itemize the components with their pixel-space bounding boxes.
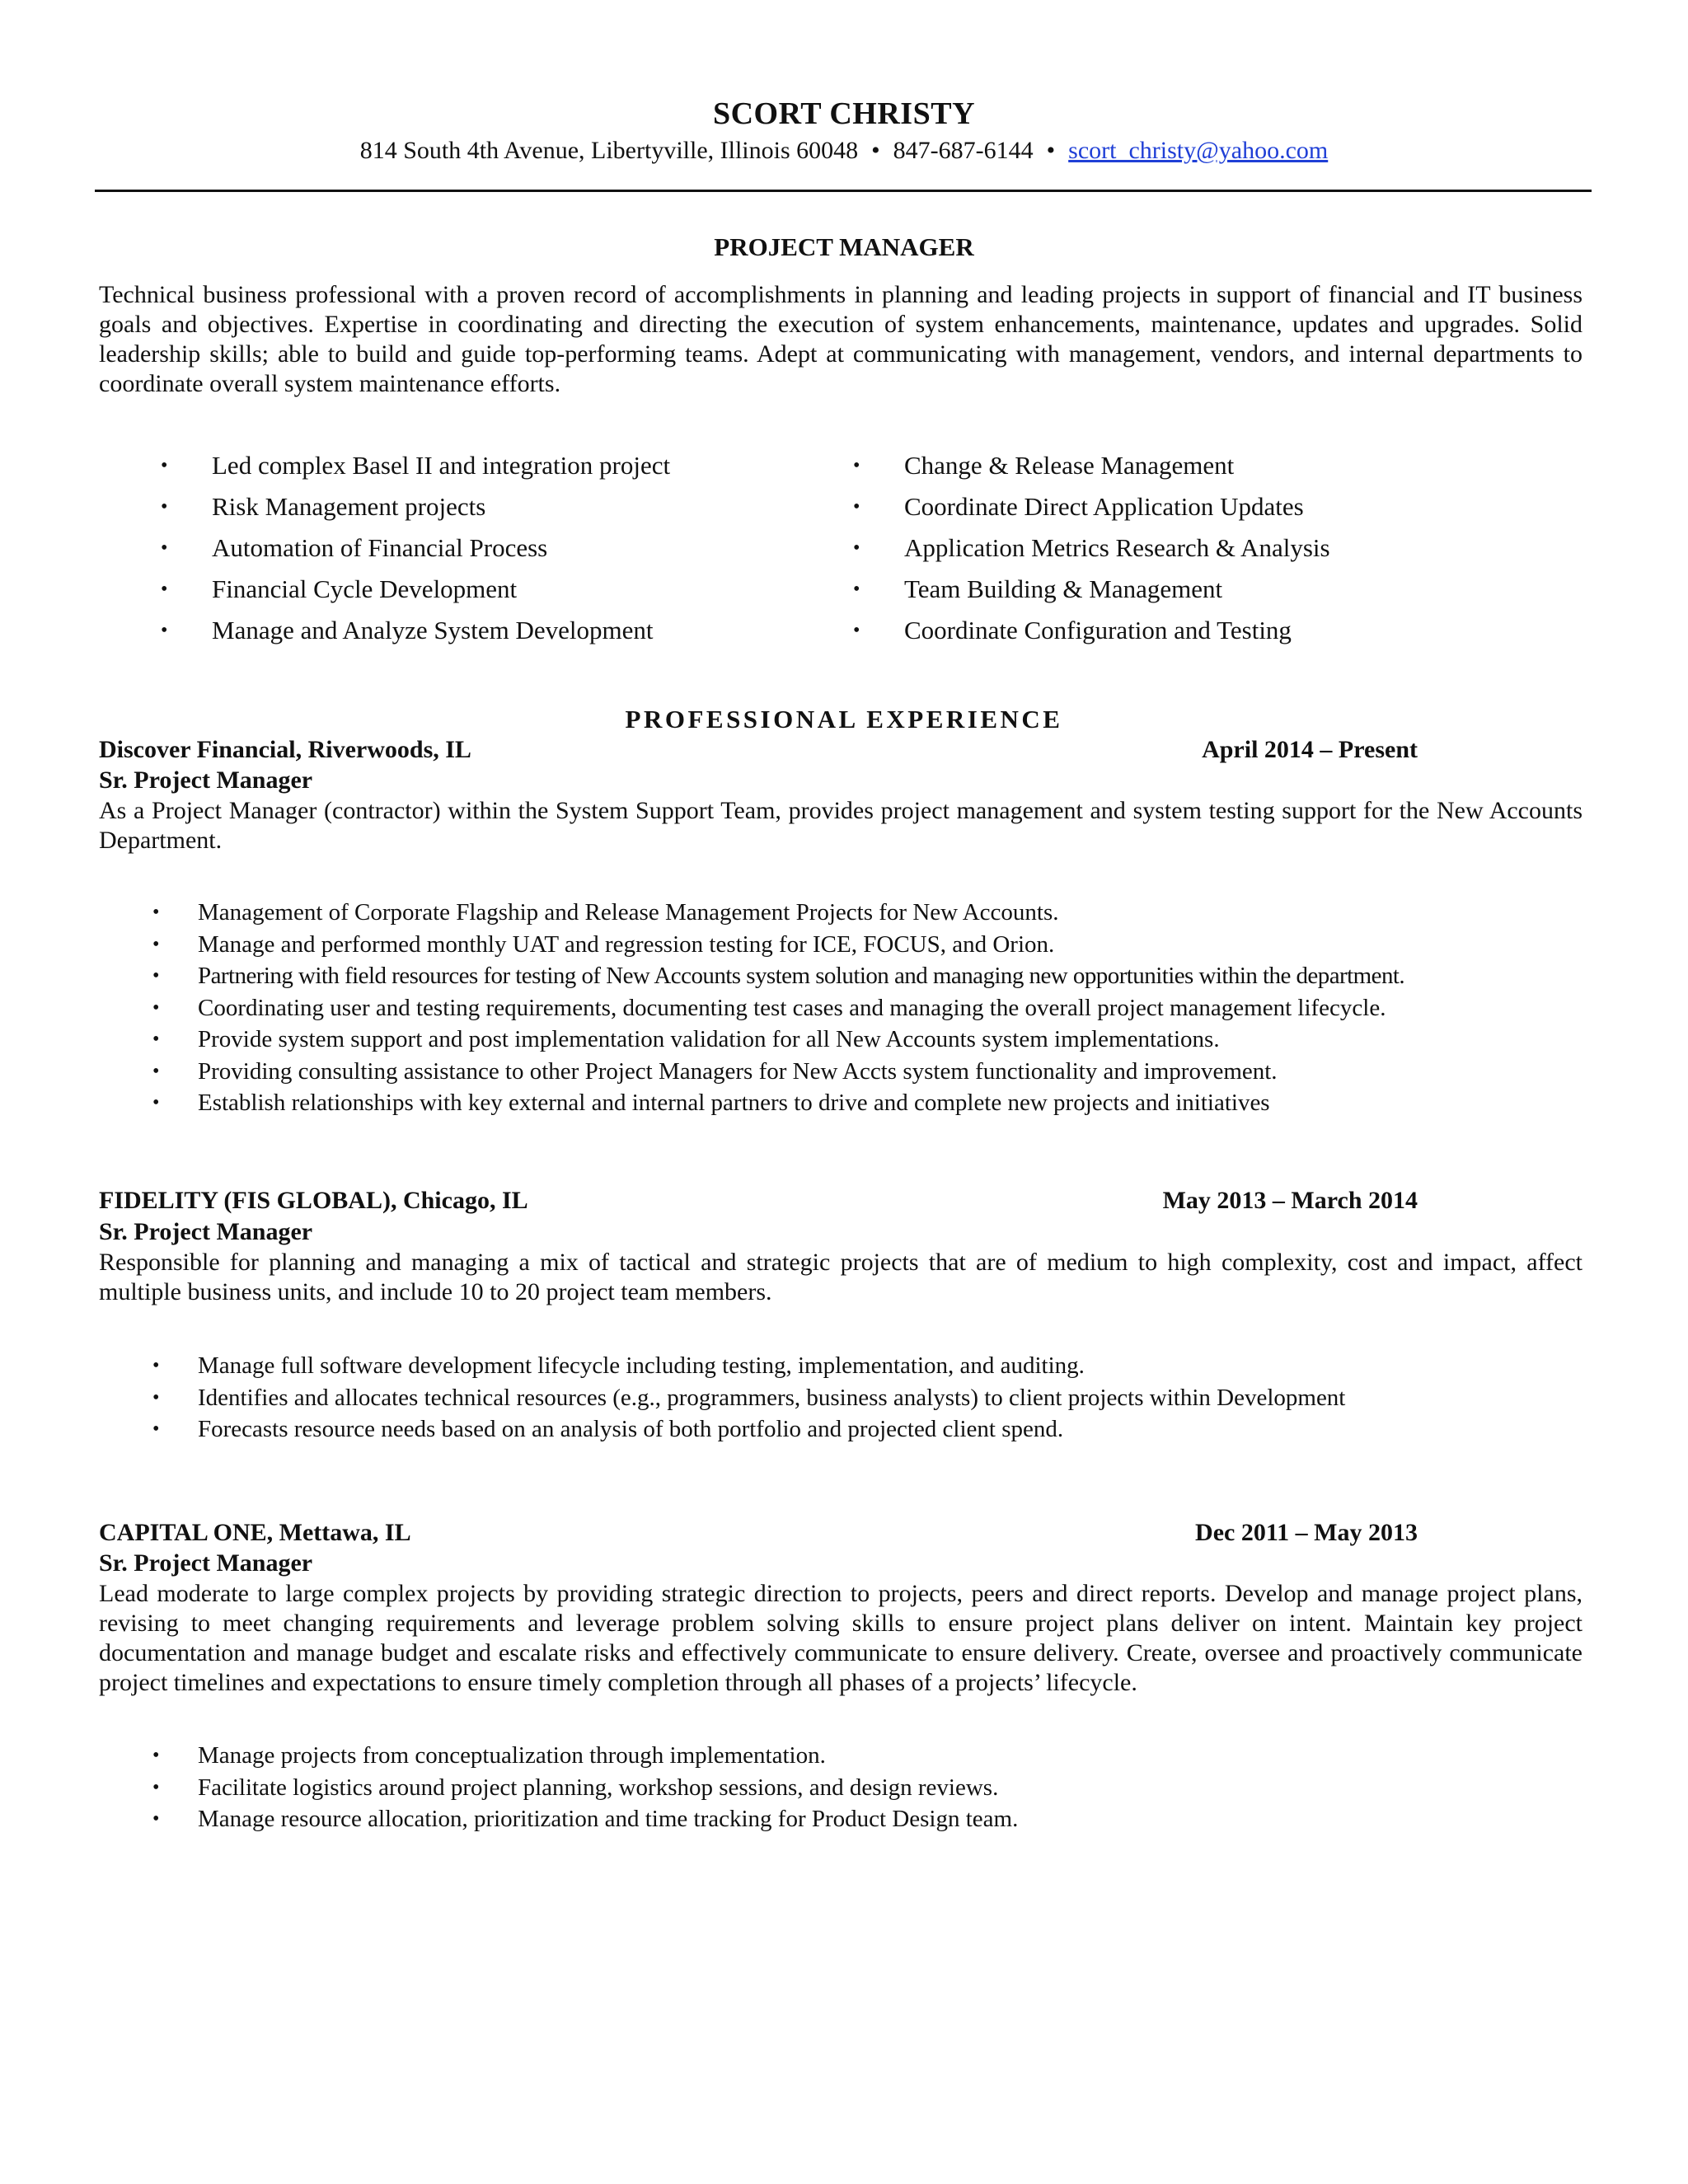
- candidate-name: SCORT CHRISTY: [712, 96, 976, 131]
- bullet-icon: •: [853, 579, 860, 600]
- bullet-icon: •: [152, 902, 160, 923]
- bullet-icon: •: [161, 579, 168, 600]
- job-dates: Dec 2011 – May 2013: [1195, 1519, 1418, 1546]
- bullet-icon: •: [152, 1418, 160, 1440]
- bullet-icon: •: [853, 537, 860, 559]
- contact-line: [0, 137, 1688, 165]
- bullet-icon: •: [152, 1745, 160, 1766]
- bullet-icon: •: [152, 1808, 160, 1830]
- list-item: • Establish relationships with key external and internal partners to drive and complete new projects and initiatives: [152, 1087, 1603, 1119]
- list-item: • Forecasts resource needs based on an analysis of both portfolio and projected client spend.: [152, 1413, 1603, 1446]
- bullet-icon: •: [152, 996, 160, 1019]
- skills-column-right: [853, 445, 1330, 651]
- bullet-icon: •: [152, 1029, 160, 1050]
- header-divider: [95, 190, 1592, 192]
- skill-item: • Change & Release Management: [853, 445, 1330, 486]
- skills-column-left: [161, 445, 670, 651]
- list-item: • Management of Corporate Flagship and Release Management Projects for New Accounts.: [152, 897, 1603, 929]
- bullet-icon: •: [161, 537, 168, 559]
- list-item: • Manage and performed monthly UAT and regression testing for ICE, FOCUS, and Orion.: [152, 929, 1603, 961]
- bullet-icon: •: [853, 455, 860, 476]
- skill-item: • Application Metrics Research & Analysis: [853, 527, 1330, 569]
- job-bullets: [152, 1740, 1603, 1835]
- list-item: • Manage projects from conceptualization through implementation.: [152, 1740, 1603, 1772]
- skill-item: • Coordinate Direct Application Updates: [853, 486, 1330, 527]
- job-description: As a Project Manager (contractor) within the System Support Team, provides project management and system testing support for the New Accounts Department.: [99, 797, 1582, 854]
- separator-dot: •: [871, 137, 880, 164]
- skill-item: • Coordinate Configuration and Testing: [853, 610, 1330, 651]
- job-title: Sr. Project Manager: [99, 1549, 313, 1577]
- bullet-icon: •: [152, 965, 159, 987]
- bullet-icon: •: [152, 1060, 160, 1082]
- separator-dot: •: [1046, 137, 1056, 164]
- list-item: • Manage resource allocation, prioritization and time tracking for Product Design team.: [152, 1803, 1603, 1835]
- bullet-icon: •: [853, 496, 860, 518]
- experience-heading: PROFESSIONAL EXPERIENCE: [625, 705, 1063, 733]
- skill-item: • Manage and Analyze System Development: [161, 610, 670, 651]
- company-name: FIDELITY (FIS GLOBAL), Chicago, IL: [99, 1187, 528, 1214]
- list-item: • Provide system support and post implementation validation for all New Accounts system implementations.: [152, 1024, 1603, 1056]
- bullet-icon: •: [152, 933, 160, 955]
- list-item: • Manage full software development lifecycle including testing, implementation, and auditing.: [152, 1350, 1603, 1382]
- bullet-icon: •: [152, 1386, 160, 1408]
- skill-item: • Automation of Financial Process: [161, 527, 670, 569]
- list-item: • Coordinating user and testing requirements, documenting test cases and managing the overall project management lifecycle.: [152, 992, 1603, 1024]
- skill-item: • Financial Cycle Development: [161, 569, 670, 610]
- job-description: Responsible for planning and managing a mix of tactical and strategic projects that are of medium to high complexity, cost and impact, affect multiple business units, and include 10 to 20 project team members.: [99, 1249, 1582, 1305]
- bullet-icon: •: [853, 620, 860, 641]
- bullet-icon: •: [161, 620, 168, 641]
- job-title: Sr. Project Manager: [99, 1218, 313, 1245]
- address: 814 South 4th Avenue, Libertyville, Illinois 60048: [359, 137, 859, 164]
- company-name: CAPITAL ONE, Mettawa, IL: [99, 1519, 411, 1546]
- phone-number: 847-687-6144: [893, 137, 1034, 164]
- job-description: Lead moderate to large complex projects by providing strategic direction to projects, peers and direct reports. Develop and manage project plans, revising to meet changing requirements and leverage problem solving skills to ensure project plans deliver on intent. Maintain key project documentation and manage budget and escalate risks and effectively communicate to ensure delivery. Create, oversee and proactively communicate project timelines and expectations to ensure timely completion through all phases of a projects’ lifecycle.: [99, 1580, 1582, 1696]
- job-dates: April 2014 – Present: [1202, 736, 1418, 763]
- job-bullets: [152, 897, 1603, 1119]
- job-bullets: [152, 1350, 1603, 1446]
- summary-heading: PROJECT MANAGER: [714, 232, 974, 261]
- skill-item: • Team Building & Management: [853, 569, 1330, 610]
- bullet-icon: •: [161, 496, 168, 518]
- job-dates: May 2013 – March 2014: [1162, 1187, 1418, 1214]
- list-item: • Partnering with field resources for testing of New Accounts system solution and managing new opportunities within the department.: [152, 960, 1603, 992]
- bullet-icon: •: [152, 1776, 160, 1798]
- job-title: Sr. Project Manager: [99, 766, 313, 794]
- summary-text: Technical business professional with a proven record of accomplishments in planning and leading projects in support of financial and IT business goals and objectives. Expertise in coordinating and directing the execution of system enhancements, maintenance, updates and upgrades. Solid leadership skills; able to build and guide top-performing teams. Adept at communicating with management, vendors, and internal departments to coordinate overall system maintenance efforts.: [99, 281, 1582, 397]
- list-item: • Providing consulting assistance to other Project Managers for New Accts system functionality and improvement.: [152, 1056, 1603, 1088]
- skill-item: • Risk Management projects: [161, 486, 670, 527]
- list-item: • Identifies and allocates technical resources (e.g., programmers, business analysts) to client projects within Development: [152, 1382, 1603, 1414]
- list-item: • Facilitate logistics around project planning, workshop sessions, and design reviews.: [152, 1772, 1603, 1804]
- email-link[interactable]: scort_christy@yahoo.com: [1068, 137, 1329, 164]
- skill-item: • Led complex Basel II and integration project: [161, 445, 670, 486]
- bullet-icon: •: [152, 1092, 160, 1113]
- company-name: Discover Financial, Riverwoods, IL: [99, 736, 471, 763]
- bullet-icon: •: [161, 455, 168, 476]
- bullet-icon: •: [152, 1355, 160, 1376]
